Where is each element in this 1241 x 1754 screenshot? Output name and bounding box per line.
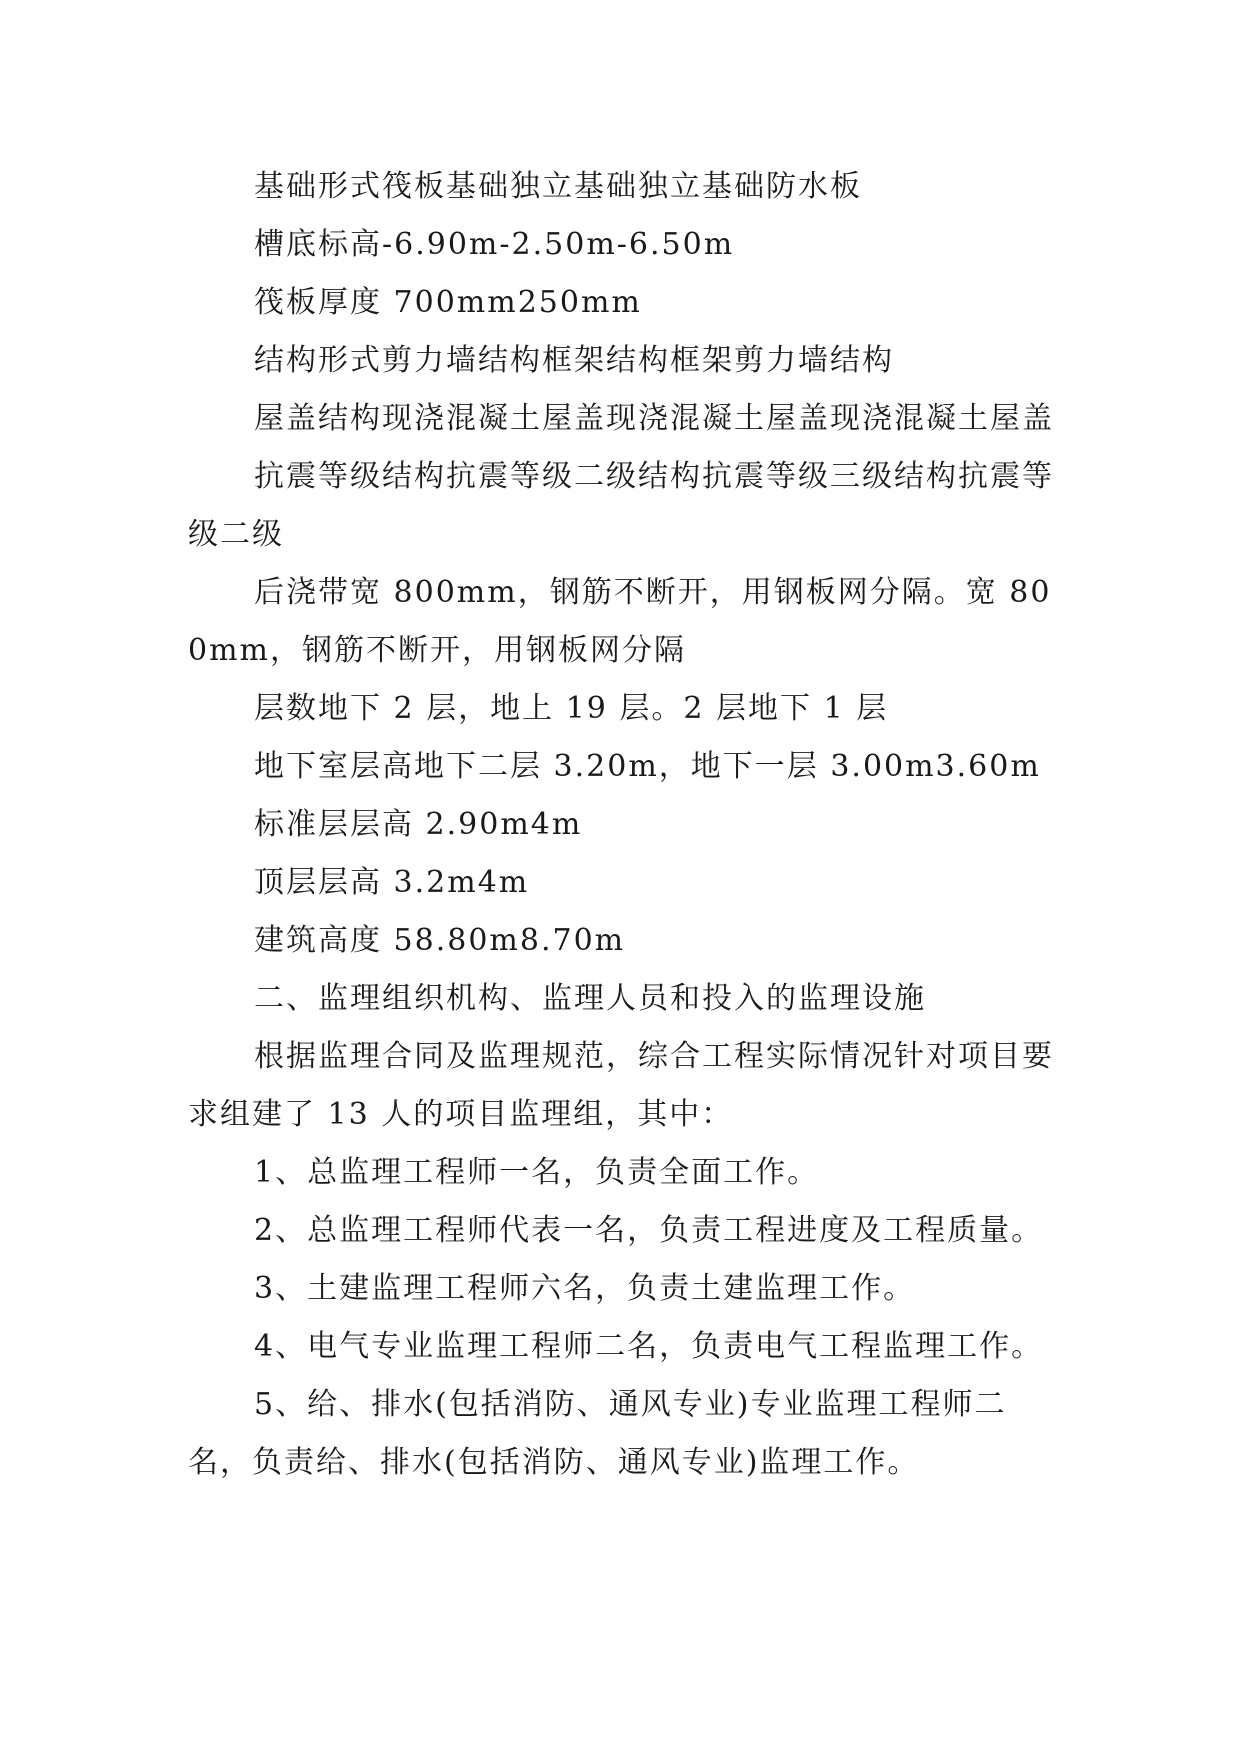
paragraph-standard-floor-height: 标准层层高 2.90m4m <box>254 807 583 842</box>
list-item-plumbing-engineers: 5、给、排水(包括消防、通风专业)专业监理工程师二名，负责给、排水(包括消防、通风专业)监理工作。 <box>188 1387 1007 1480</box>
paragraph-structure-type: 结构形式剪力墙结构框架结构框架剪力墙结构 <box>254 343 894 378</box>
document-body <box>188 158 1058 1492</box>
paragraph-trench-bottom-elevation: 槽底标高-6.90m-2.50m-6.50m <box>254 227 735 262</box>
list-item-civil-engineers: 3、土建监理工程师六名，负责土建监理工作。 <box>254 1271 916 1306</box>
list-item-chief-engineer-deputy: 2、总监理工程师代表一名，负责工程进度及工程质量。 <box>254 1213 1044 1248</box>
paragraph-seismic-grade: 抗震等级结构抗震等级二级结构抗震等级三级结构抗震等级二级 <box>188 459 1054 552</box>
list-item-chief-engineer: 1、总监理工程师一名，负责全面工作。 <box>254 1155 820 1190</box>
paragraph-top-floor-height: 顶层层高 3.2m4m <box>254 865 530 900</box>
paragraph-floor-count: 层数地下 2 层，地上 19 层。2 层地下 1 层 <box>254 691 889 726</box>
section-heading-supervision-organization: 二、监理组织机构、监理人员和投入的监理设施 <box>254 981 926 1016</box>
list-item-electrical-engineers: 4、电气专业监理工程师二名，负责电气工程监理工作。 <box>254 1329 1044 1364</box>
paragraph-roof-structure: 屋盖结构现浇混凝土屋盖现浇混凝土屋盖现浇混凝土屋盖 <box>254 401 1054 436</box>
paragraph-team-composition: 根据监理合同及监理规范，综合工程实际情况针对项目要求组建了 13 人的项目监理组，其中： <box>188 1039 1054 1132</box>
paragraph-raft-thickness: 筏板厚度 700mm250mm <box>254 285 642 320</box>
paragraph-post-cast-strip: 后浇带宽 800mm，钢筋不断开，用钢板网分隔。宽 800mm，钢筋不断开，用钢板网分隔 <box>188 575 1052 668</box>
paragraph-basement-height: 地下室层高地下二层 3.20m，地下一层 3.00m3.60m <box>254 749 1041 784</box>
paragraph-foundation-type: 基础形式筏板基础独立基础独立基础防水板 <box>254 169 862 204</box>
paragraph-building-height: 建筑高度 58.80m8.70m <box>254 923 626 958</box>
